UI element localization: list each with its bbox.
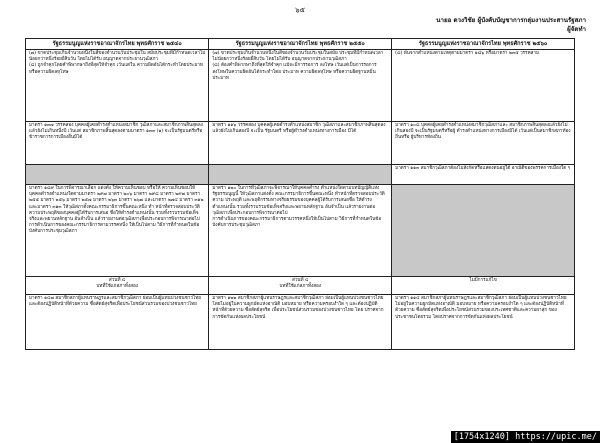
cell-row1-2540: (๗) ขาดประชุมเกินจำนวนหนึ่งในสี่ของจำนวนวันประชุมใน สมัยประชุมที่มีกำหนดเวลาไม่น้อยกว่าหนึ่งร้อยยี่สิบวัน โดยไม่ได้รับ อนุญาตจากประธานวุฒิสภา (๘) ถูกจำคุกโดยคำพิพากษาถึงที่สุดให้จำคุก เว้นแต่ใน ความผิดอันได้กระทำโดยประมาทหรือความผิดลหุโทษ (26, 50, 209, 122)
section-title-2550: ส่วนที่ ๔ (292, 278, 309, 283)
cell-row6-2560: มาตรา ๑๑๔ สมาชิกสภาผู้แทนราษฎรและสมาชิกวุฒิสภา ย่อมเป็นผู้แทนปวงชนชาวไทย ไม่อยู่ในความผูกมัดแห่งอาณัติ มอบหมาย หรือความครอบงำใด ๆ และต้องปฏิบัติหน้าที่ด้วยความ ซื่อสัตย์สุจริตเพื่อประโยชน์ส่วนรวมของประเทศชาติและความผาสุก ของประชาชนโดยรวม โดยปราศจากการขัดกันแห่งผลประโยชน์ (392, 295, 575, 350)
cell-row3-2550-empty (209, 165, 392, 185)
section-title-2560: ไม่มีการแก้ไข (469, 278, 497, 283)
page-number: ๖๕ (295, 6, 305, 14)
cell-row6-2550: มาตรา ๑๒๒ สมาชิกสภาผู้แทนราษฎรและสมาชิกวุฒิสภา ย่อมเป็นผู้แทนปวงชนชาวไทยโดยไม่อยู่ในความผูกมัดแห่งอาณัติ มอบหมาย หรือความครอบงำใด ๆ และต้องปฏิบัติหน้าที่ด้วยความ ซื่อสัตย์สุจริต เพื่อประโยชน์ส่วนรวมของปวงชนชาวไทย โดย ปราศจากการขัดกันแห่งผลประโยชน์ (209, 295, 392, 350)
author-role: ผู้จัดทำ (567, 26, 586, 33)
section-heading-2560 (392, 277, 575, 295)
author-header (436, 16, 586, 34)
cell-row4-2540: มาตรา ๑๘๙ ในการพิจารณาเลือก แต่งตั้ง ให้ความเห็นชอบ หรือให้ ความเห็นชอบให้บุคคลดำรงตำแหน่งใดตามมาตรา ๒๙๗ มาตรา ๒๐๖ มาตรา ๒๙๘ มาตรา ๒๙๗ มาตรา ๒๕๕ มาตรา ๒๕๖ มาตรา ๒๕๗ มาตรา ๒๖๓ มาตรา ๒๖๗ และมาตรา ๒๗๔ มาตรา ๓๑๒ และมาตรา ๓๑๓ ให้วุฒิสภาตั้งคณะกรรมาธิการขึ้นคณะหนึ่ง ทำ หน้าที่ตรวจสอบประวัติความประพฤติของบุคคลผู้ได้รับการเสนอ ชื่อให้ดำรงตำแหน่งนั้น รวมทั้งรวบรวมข้อเท็จจริงและพยานหลักฐาน อันจำเป็น แล้วรายงานต่อวุฒิสภาเพื่อประกอบการพิจารณาต่อไป การดำเนินการของคณะกรรมาธิการตามวรรคหนึ่ง ให้เป็นไปตาม วิธีการที่กำหนดในข้อบังคับการประชุมวุฒิสภา (26, 185, 209, 277)
cell-row6-2540: มาตรา ๑๔๗ สมาชิกสภาผู้แทนราษฎรและสมาชิกวุฒิสภา ย่อมเป็นผู้แทนปวงชนชาวไทย และต้องปฏิบัติหน้าที่ด้วยความ ซื่อสัตย์สุจริตเพื่อประโยชน์ส่วนรวมของปวงชนชาวไทย (26, 295, 209, 350)
section-subtitle-2550: บทที่ใช้แก่สภาทั้งสอง (279, 284, 322, 290)
cell-row4-2550: มาตรา ๑๒๐ ในการที่วุฒิสภาจะพิจารณาให้บุคคลดำรง ตำแหน่งใดตามบทบัญญัติแห่งรัฐธรรมนูญนี้ ให้วุฒิสภาแต่งตั้ง คณะกรรมาธิการขึ้นคณะหนึ่ง ทำหน้าที่ตรวจสอบประวัติ ความ ประพฤติ และพฤติกรรมทางจริยธรรมของบุคคลผู้ได้รับการเสนอชื่อ ให้ดำรงตำแหน่งนั้น รวมทั้งรวบรวมข้อเท็จจริงและพยานหลักฐาน อันจำเป็น แล้วรายงานต่อวุฒิสภาเพื่อประกอบการพิจารณาต่อไป การดำเนินการของคณะกรรมาธิการตามวรรคหนึ่งให้เป็นไปตาม วิธีการที่กำหนดในข้อบังคับการประชุมวุฒิสภา (209, 185, 392, 277)
cell-row3-2560: มาตรา ๑๑๓ สมาชิกวุฒิสภาต้องไม่สังกัดหรือแสดงตนอยู่ใต้ อาณัติของพรรคการเมืองใด ๆ (392, 165, 575, 185)
author-name: นายอ ดวงวิชัย ผู้บังคับบัญชาการกลุ่มงานประสานรัฐสภา (436, 17, 586, 24)
cell-row2-2540: มาตรา ๑๓๗ วรรคสอง บุคคลผู้เคยดำรงตำแหน่งสมาชิก วุฒิสภาและสมาชิกภาพสิ้นสุดลงแล้วยังไม่เกินหนึ่งปี เว้นแต่ สมาชิกภาพสิ้นสุดลงตามมาตรา ๑๓๓ (๑) จะเป็นรัฐมนตรีหรือ ข้าราชการการเมืองอื่นมิได้ (26, 122, 209, 165)
section-heading-2540 (26, 277, 209, 295)
column-header-2550: รัฐธรรมนูญแห่งราชอาณาจักรไทย พุทธศักราช ๒๕๕๐ (209, 39, 392, 50)
comparison-table (25, 38, 575, 350)
section-title-2540: ส่วนที่ ๔ (108, 278, 126, 283)
cell-row1-2550: (๗) ขาดประชุมเกินจำนวนหนึ่งในสี่ของจำนวนวันประชุมในสมัย ประชุมที่มีกำหนดเวลาไม่น้อยกว่าหนึ่งร้อยยี่สิบวัน โดยไม่ได้รับ อนุญาตจากประธานวุฒิสภา (๘) ต้องคำพิพากษาถึงที่สุดให้จำคุก แม้จะมีการรอการ ลงโทษ เว้นแต่เป็นการรอการลงโทษในความผิดอันได้กระทำโดย ประมาท ความผิดลหุโทษ หรือความผิดฐานหมิ่นประมาท (209, 50, 392, 122)
cell-row3-2540-empty (26, 165, 209, 185)
section-subtitle-2540: บทที่ใช้แก่สภาทั้งสอง (96, 284, 138, 290)
section-heading-2550 (209, 277, 392, 295)
cell-row4-2560-empty (392, 185, 575, 277)
cell-row1-2560: (๘) พ้นจากตำแหน่งตามเหตุตามมาตรา ๑๘๖ หรือมาตรา ๒๓๕ วรรคสาม (392, 50, 575, 122)
cell-row2-2560: มาตรา ๑๐๘ บุคคลผู้เคยดำรงตำแหน่งสมาชิกวุฒิสภาและ สมาชิกภาพสิ้นสุดลงแล้วยังไม่เกินสองปี จะเป็นรัฐมนตรีหรือผู้ ดำรงตำแหน่งทางการเมืองมิได้ เว้นแต่เป็นสมาชิกสภาท้องถิ่นหรือ ผู้บริหารท้องถิ่น (392, 122, 575, 165)
column-header-2540: รัฐธรรมนูญแห่งราชอาณาจักรไทย พุทธศักราช ๒๕๔๐ (26, 39, 209, 50)
column-header-2560: รัฐธรรมนูญแห่งราชอาณาจักรไทย พุทธศักราช ๒๕๖๐ (392, 39, 575, 50)
watermark-badge: [1754x1240] https://upic.me/ (451, 431, 600, 443)
cell-row2-2550: มาตรา ๑๑๖ วรรคสอง บุคคลผู้เคยดำรงตำแหน่งสมาชิก วุฒิสภาและสมาชิกภาพสิ้นสุดลงแล้วยังไม่เกินสองปี จะเป็น รัฐมนตรี หรือผู้ดำรงตำแหน่งทางการเมือง มิได้ (209, 122, 392, 165)
